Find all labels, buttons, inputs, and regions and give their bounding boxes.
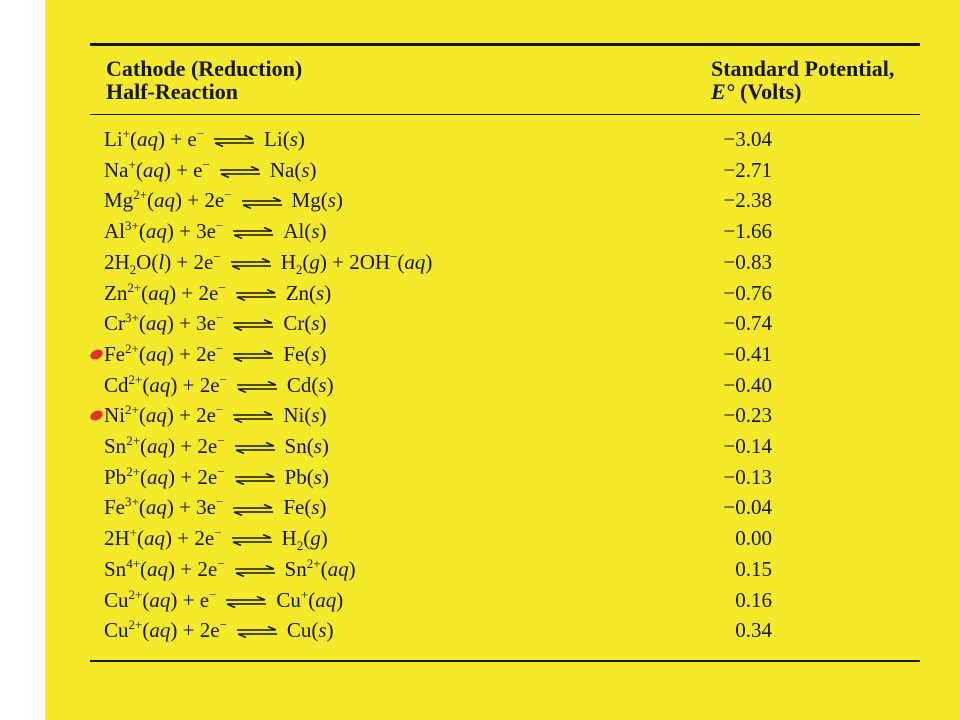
standard-potential-value: −0.13 [723,464,772,489]
reactants: $Sn^{2+}(aq) + 2e^-$ [104,433,225,458]
equilibrium-arrow-icon [235,626,279,638]
standard-potential-value: −0.76 [723,280,772,305]
half-reaction-equation [104,400,327,433]
reactants: 2H+(aq) + 2e− [104,525,222,551]
products: Cu(s) [286,618,334,643]
header-right-line2 [711,80,894,103]
equilibrium-arrow-icon [233,442,277,454]
equilibrium-arrow-icon [231,504,275,516]
half-reaction-equation [104,370,334,403]
equilibrium-arrow-icon [235,381,279,393]
half-reaction-equation [104,247,432,280]
half-reaction-equation [104,431,329,464]
red-highlight-mark [89,409,105,423]
standard-potential-value: 0.00 [735,526,772,551]
reactants: $Cu^{2+}(aq) + e^-$ [104,586,217,612]
header-right-line1: Standard Potential, [711,56,895,81]
table-row [0,431,960,462]
equilibrium-arrow-icon [231,411,275,423]
half-reaction-equation [104,585,343,618]
standard-potential-value: −0.14 [723,434,772,458]
standard-potential-value: −0.41 [723,341,772,366]
table-row [0,523,960,554]
products: Mg(s) [291,188,343,213]
header-divider-rule [90,114,920,115]
reactants: $Ni^{2+}(aq) + 2e^-$ [104,402,224,428]
standard-potential-value: −0.23 [723,403,772,428]
half-reaction-equation [104,523,328,556]
standard-potential-value: −2.71 [723,157,772,182]
products: Fe(s) [283,341,327,366]
table-row [0,554,960,585]
products: Al(s) [283,219,327,244]
equilibrium-arrow-icon [234,289,278,301]
reactants: $Cu^{2+}(aq) + 2e^-$ [104,617,227,643]
half-reaction-equation [104,278,331,311]
products: Sn(s) [284,434,329,458]
half-reaction-equation [104,155,317,188]
reactants: $Mg^{2+}(aq) + 2e^-$ [104,187,232,213]
equilibrium-arrow-icon [230,534,274,546]
reactants: $Fe^{3+}(aq) + 3e^-$ [104,494,224,520]
table-row [0,400,960,431]
equilibrium-arrow-icon [212,135,256,147]
reactants: $Sn^{4+}(aq) + 2e^-$ [104,555,225,581]
half-reaction-equation [104,462,329,495]
half-reaction-equation [104,492,327,525]
standard-potential-value: −0.04 [723,495,772,520]
reactants: $Al^{3+}(aq) + 3e^-$ [104,218,224,244]
standard-potential-value: −2.38 [723,188,772,213]
products: Zn(s) [285,280,332,305]
half-reaction-equation [104,615,334,648]
table-row [0,462,960,493]
products: $H_2(g) + 2OH^-(aq)$ [280,248,433,277]
half-reaction-equation [104,216,327,249]
header-units: (Volts) [739,79,802,104]
column-header-standard-potential [711,57,894,103]
table-row [0,247,960,278]
red-highlight-mark [89,348,105,362]
reactants: $Cd^{2+}(aq) + 2e^-$ [104,371,227,397]
table-row [0,308,960,339]
table-row [0,185,960,216]
equilibrium-arrow-icon [231,350,275,362]
half-reaction-equation [104,554,356,587]
header-left-line1: Cathode (Reduction) [106,56,303,81]
standard-potential-value: −0.40 [723,372,772,397]
products: Na(s) [269,157,317,182]
equilibrium-arrow-icon [224,596,268,608]
products: Cu+(aq) [276,586,344,612]
equilibrium-arrow-icon [231,227,275,239]
column-header-half-reaction [106,57,302,103]
standard-potential-value: 0.15 [735,556,772,581]
reactants: $Pb^{2+}(aq) + 2e^-$ [104,463,225,489]
table-row [0,585,960,616]
equilibrium-arrow-icon [240,197,284,209]
reactants: Li+(aq) + e− [104,126,205,151]
table-row [0,339,960,370]
standard-potential-value: −1.66 [723,219,772,244]
reactants: Na+(aq) + e− [104,156,210,182]
table-top-rule [90,43,920,46]
products: Cr(s) [283,311,327,336]
equilibrium-arrow-icon [231,319,275,331]
standard-potential-value: −0.83 [723,249,772,274]
products: $Sn^{2+}(aq)$ [284,555,356,581]
standard-potential-value: 0.34 [735,618,772,643]
header-left-line2: Half-Reaction [106,79,238,104]
equilibrium-arrow-icon [233,473,277,485]
equilibrium-arrow-icon [229,258,273,270]
table-row [0,216,960,247]
table-row [0,370,960,401]
standard-potential-value: −3.04 [723,127,772,151]
equilibrium-arrow-icon [233,565,277,577]
table-row [0,615,960,646]
standard-potential-value: 0.16 [735,587,772,612]
standard-potential-value: −0.74 [723,311,772,336]
reactants: $Zn^{2+}(aq) + 2e^-$ [104,279,226,305]
header-e-symbol: E° [711,79,735,104]
half-reaction-equation [104,308,327,341]
table-bottom-rule [90,660,920,662]
table-row [0,492,960,523]
half-reaction-equation [104,339,327,372]
products: Pb(s) [284,464,329,489]
equilibrium-arrow-icon [218,166,262,178]
products: Ni(s) [283,403,327,428]
table-row [0,155,960,186]
products: Li(s) [264,127,305,151]
table-row [0,124,960,155]
reactants: $Cr^{3+}(aq) + 3e^-$ [104,310,224,336]
products: $H_2(g)$ [281,526,328,554]
reactants: $Fe^{2+}(aq) + 2e^-$ [104,340,224,366]
products: Cd(s) [286,372,334,397]
products: Fe(s) [283,495,327,520]
reactants: $2H_2O(l) + 2e^-$ [104,248,221,277]
table-row [0,278,960,309]
half-reaction-equation [104,124,305,157]
half-reaction-equation [104,185,343,218]
